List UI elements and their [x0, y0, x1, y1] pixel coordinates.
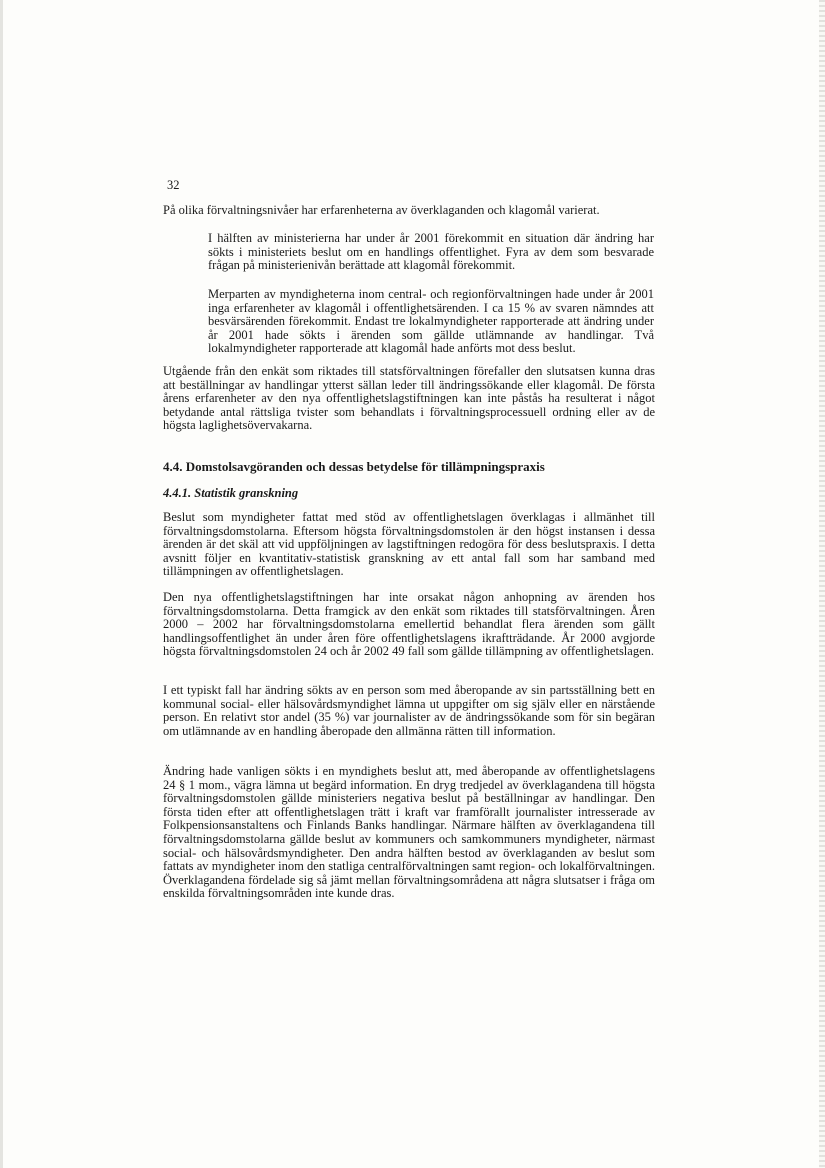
section-heading: 4.4. Domstolsavgöranden och dessas betydelse för tillämpningspraxis [163, 459, 545, 474]
section-paragraph-1: Beslut som myndigheter fattat med stöd av offentlighetslagen överklagas i allmänhet till förvaltningsdomstolarna. Eftersom högsta förvaltningsdomstolen är den högst instansen i dessa ärenden är det skäl att vid uppföljningen av lagstiftningen redogöra för dess beslutspraxis. I detta avsnitt följer en kvantitativ-statistisk granskning av ett antal fall som har samband med tillämpningen av offentlighetslagen. [163, 510, 655, 579]
section-paragraph-4: Ändring hade vanligen sökts i en myndighets beslut att, med åberopande av offentlighetslagens 24 § 1 mom., vägra lämna ut begärd information. En dryg tredjedel av överklagandena till högsta förvaltningsdomstolen gällde ministeriers negativa beslut på beställningar av handlingar. Den första tiden efter att offentlighetslagen trätt i kraft var framförallt journalister intresserade av Folkpensionsanstaltens och Finlands Banks handlingar. Närmare hälften av överklagandena till förvaltningsdomstolarna gällde beslut av kommuners och samkommuners myndigheter, närmast social- och hälsovårdsmyndigheter. Den andra hälften bestod av överklaganden av beslut som fattats av myndigheter inom den statliga centralförvaltningen samt region- och lokalförvaltningen. Överklagandena fördelade sig så jämt mellan förvaltningsområdena att några slutsatser i fråga om enskilda förvaltningsområden inte kunde dras. [163, 764, 655, 901]
authorities-paragraph: Merparten av myndigheterna inom central- och regionförvaltningen hade under år 2001 inga erfarenheter av klagomål i offentlighetsärenden. I ca 15 % av svaren nämndes att besvärsärenden förekommit. Endast tre lokalmyndigheter rapporterade att ändring under år 2001 hade sökts i ärenden som gällde utlämnande av handlingar. Två lokalmyndigheter rapporterade att klagomål hade anförts mot dess beslut. [208, 287, 654, 356]
intro-paragraph: På olika förvaltningsnivåer har erfarenheterna av överklaganden och klagomål varierat. [163, 203, 600, 217]
section-paragraph-2: Den nya offentlighetslagstiftningen har inte orsakat någon anhopning av ärenden hos förvaltningsdomstolarna. Detta framgick av den enkät som riktades till statsförvaltningen. Åren 2000 – 2002 har förvaltningsdomstolarna emellertid behandlat flera ärenden som gällt handlingsoffentlighet än under åren före offentlighetslagens ikraftträdande. År 2000 avgjorde högsta förvaltningsdomstolen 24 och år 2002 49 fall som gällde tillämpning av offentlighetslagen. [163, 590, 655, 659]
section-paragraph-3: I ett typiskt fall har ändring sökts av en person som med åberopande av sin partsställning bett en kommunal social- eller hälsovårdsmyndighet lämna ut uppgifter om sig själv eller en närstående person. En relativt stor andel (35 %) var journalister av de ändringssökande som för sin begäran om utlämnande av en handling åberopade den allmänna rätten till information. [163, 683, 655, 738]
page-number: 32 [167, 178, 180, 192]
scan-edge-right [819, 0, 825, 1168]
scan-edge-left [0, 0, 3, 1168]
subsection-heading: 4.4.1. Statistik granskning [163, 486, 299, 500]
survey-conclusion-paragraph: Utgående från den enkät som riktades till statsförvaltningen förefaller den slutsatsen kunna dras att beställningar av handlingar ytterst sällan leder till ändringssökande eller klagomål. De första årens erfarenheter av den nya offentlighetslagstiftningen kan inte påstås ha resulterat i något betydande antal rättsliga tvister som behandlats i förvaltningsprocessuell ordning eller av de högsta laglighetsövervakarna. [163, 364, 655, 433]
ministries-paragraph: I hälften av ministerierna har under år 2001 förekommit en situation där ändring har sökts i ministeriets beslut om en handlings offentlighet. Fyra av dem som besvarade frågan på ministerienivån berättade att klagomål förekommit. [208, 231, 654, 273]
